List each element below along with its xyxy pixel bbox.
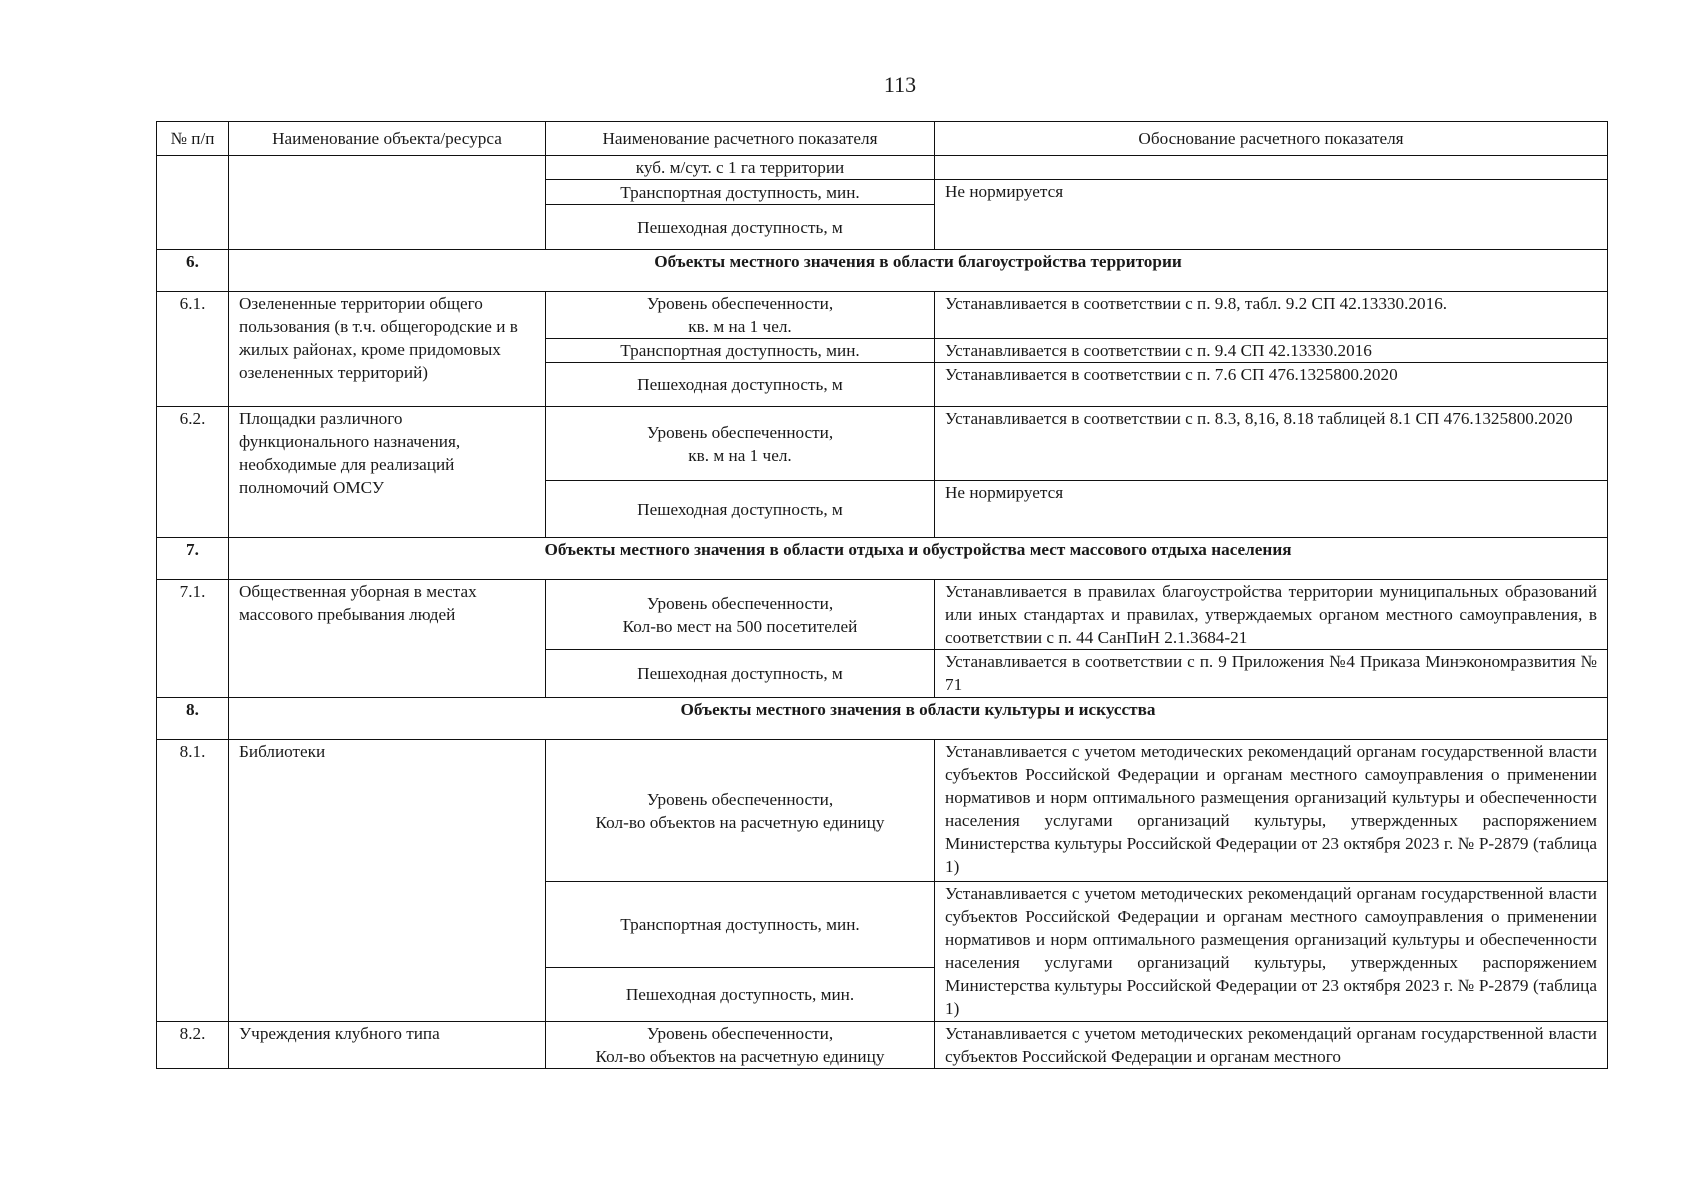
cell-indicator: Транспортная доступность, мин. [546, 339, 935, 363]
cell-indicator: куб. м/сут. с 1 га территории [546, 156, 935, 180]
cell-indicator: Пешеходная доступность, мин. [546, 968, 935, 1022]
table-row [157, 156, 1608, 180]
cell-basis: Устанавливается в правилах благоустройства территории муниципальных образований или иных стандартах и правилах, утверждаемых органом местного самоуправления, в соответствии с п. 44 СанПиН 2.1.3684-21 [935, 580, 1608, 650]
indicator-line: Уровень обеспеченности, [646, 593, 834, 613]
cell-object [229, 156, 546, 250]
cell-indicator: Пешеходная доступность, м [546, 650, 935, 698]
cell-basis: Не нормируется [935, 481, 1608, 538]
section-number: 8. [157, 698, 229, 740]
cell-indicator [546, 740, 935, 882]
section-title: Объекты местного значения в области культуры и искусства [229, 698, 1608, 740]
cell-indicator: Пешеходная доступность, м [546, 481, 935, 538]
cell-basis: Устанавливается с учетом методических рекомендаций органам государственной власти субъектов Российской Федерации и органам местного самоуправления о применении нормативов и норм оптимального размещения организаций культуры и обеспеченности населения услугами организаций культуры, утвержденных распоряжением Министерства культуры Российской Федерации от 23 октября 2023 г. № Р-2879 (таблица 1) [935, 882, 1608, 1022]
cell-basis: Устанавливается с учетом методических рекомендаций органам государственной власти субъектов Российской Федерации и органам местного [935, 1022, 1608, 1069]
cell-indicator [546, 292, 935, 339]
cell-number: 6.2. [157, 407, 229, 538]
cell-number: 7.1. [157, 580, 229, 698]
norms-table [156, 121, 1608, 1069]
indicator-line: Уровень обеспеченности, [646, 789, 834, 809]
section-row [157, 698, 1608, 740]
cell-basis: Устанавливается в соответствии с п. 7.6 СП 476.1325800.2020 [935, 363, 1608, 407]
section-row [157, 250, 1608, 292]
table-row [157, 580, 1608, 650]
cell-number: 8.2. [157, 1022, 229, 1069]
table-header-row [157, 122, 1608, 156]
table-row [157, 407, 1608, 481]
indicator-line: Уровень обеспеченности, [646, 294, 834, 313]
section-number: 7. [157, 538, 229, 580]
page-number: 113 [883, 72, 917, 97]
indicator-line: Кол-во объектов на расчетную единицу [595, 812, 885, 832]
section-row [157, 538, 1608, 580]
section-title: Объекты местного значения в области благоустройства территории [229, 250, 1608, 292]
indicator-line: Уровень обеспеченности, [646, 422, 834, 442]
cell-number [157, 156, 229, 250]
cell-basis: Не нормируется [935, 180, 1608, 250]
cell-basis: Устанавливается с учетом методических рекомендаций органам государственной власти субъектов Российской Федерации и органам местного самоуправления о применении нормативов и норм оптимального размещения организаций культуры и обеспеченности населения услугами организаций культуры, утвержденных распоряжением Министерства культуры Российской Федерации от 23 октября 2023 г. № Р-2879 (таблица 1) [935, 740, 1608, 882]
header-object: Наименование объекта/ресурса [229, 122, 546, 156]
section-number: 6. [157, 250, 229, 292]
cell-object: Площадки различного функционального назначения, необходимые для реализаций полномочий ОМСУ [229, 407, 546, 538]
cell-indicator [546, 580, 935, 650]
indicator-line: Кол-во мест на 500 посетителей [622, 616, 858, 636]
cell-object: Библиотеки [229, 740, 546, 1022]
header-number: № п/п [157, 122, 229, 156]
indicator-line: кв. м на 1 чел. [688, 445, 792, 465]
cell-basis [935, 156, 1608, 180]
cell-indicator: Транспортная доступность, мин. [546, 882, 935, 968]
cell-indicator [546, 1022, 935, 1069]
cell-basis: Устанавливается в соответствии с п. 9.8, табл. 9.2 СП 42.13330.2016. [935, 292, 1608, 339]
cell-object: Учреждения клубного типа [229, 1022, 546, 1069]
cell-object: Озелененные территории общего пользования (в т.ч. общегородские и в жилых районах, кроме придомовых озелененных территорий) [229, 292, 546, 407]
table-row [157, 1022, 1608, 1069]
cell-indicator [546, 407, 935, 481]
indicator-line: Кол-во объектов на расчетную единицу [595, 1047, 885, 1066]
cell-basis: Устанавливается в соответствии с п. 9.4 СП 42.13330.2016 [935, 339, 1608, 363]
cell-object: Общественная уборная в местах массового пребывания людей [229, 580, 546, 698]
section-title: Объекты местного значения в области отдыха и обустройства мест массового отдыха населения [229, 538, 1608, 580]
cell-number: 8.1. [157, 740, 229, 1022]
cell-basis: Устанавливается в соответствии с п. 9 Приложения №4 Приказа Минэкономразвития № 71 [935, 650, 1608, 698]
cell-indicator: Пешеходная доступность, м [546, 205, 935, 250]
header-indicator: Наименование расчетного показателя [546, 122, 935, 156]
indicator-line: кв. м на 1 чел. [688, 317, 792, 336]
cell-basis: Устанавливается в соответствии с п. 8.3, 8,16, 8.18 таблицей 8.1 СП 476.1325800.2020 [935, 407, 1608, 481]
cell-indicator: Транспортная доступность, мин. [546, 180, 935, 205]
cell-number: 6.1. [157, 292, 229, 407]
table-row [157, 740, 1608, 882]
table-row [157, 292, 1608, 339]
cell-indicator: Пешеходная доступность, м [546, 363, 935, 407]
header-basis: Обоснование расчетного показателя [935, 122, 1608, 156]
indicator-line: Уровень обеспеченности, [646, 1024, 834, 1043]
